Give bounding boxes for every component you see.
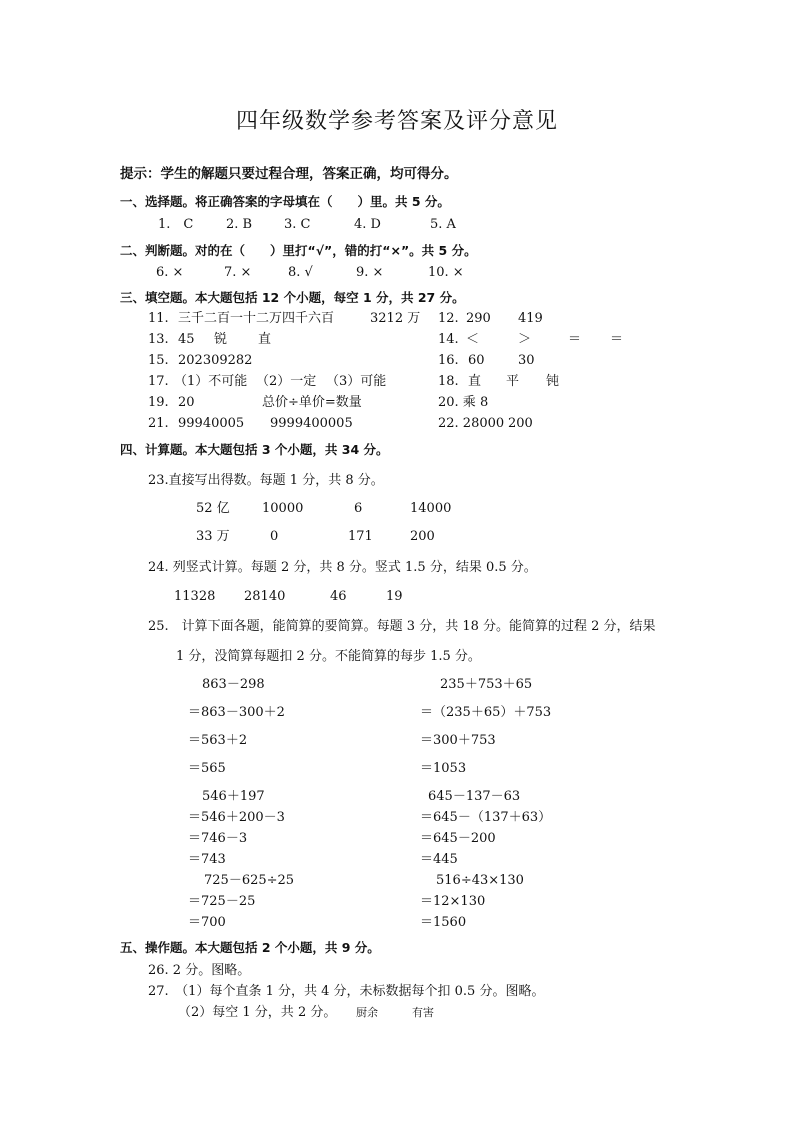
q22-answer-a: 22. 28000 — [438, 416, 505, 431]
q13-number: 13. — [148, 332, 169, 347]
q16-answer-a: 60 — [468, 353, 485, 368]
calc-b3: ＝300＋753 — [420, 733, 496, 748]
q13-answer-b: 锐 — [214, 332, 228, 347]
q14-number: 14. — [438, 332, 459, 347]
q23-r1-3: 6 — [354, 501, 363, 516]
calc-d2: ＝645－（137＋63） — [420, 810, 552, 825]
q19-answer-a: 20 — [178, 395, 195, 410]
q14-answer-d: ＝ — [610, 332, 624, 347]
q26-text: 26. 2 分。图略。 — [148, 963, 251, 978]
q17-answer-c: （3）可能 — [326, 374, 387, 389]
q23-r1-1: 52 亿 — [196, 501, 230, 516]
q24-r-4: 19 — [386, 589, 403, 604]
page-title: 四年级数学参考答案及评分意见 — [235, 109, 558, 134]
q23-r1-2: 10000 — [262, 501, 304, 516]
calc-c4: ＝743 — [188, 852, 226, 867]
q14-answer-c: ＝ — [568, 332, 582, 347]
q12-answer-b: 419 — [518, 311, 543, 326]
answer-4: 4. D — [354, 217, 381, 232]
calc-d3: ＝645－200 — [420, 831, 496, 846]
q21-number: 21. — [148, 416, 169, 431]
q23-r1-4: 14000 — [410, 501, 452, 516]
calc-a3: ＝563＋2 — [188, 733, 248, 748]
calc-c2: ＝546＋200－3 — [188, 810, 285, 825]
section-3-header: 三、填空题。本大题包括 12 个小题，每空 1 分，共 27 分。 — [120, 290, 465, 305]
q14-answer-b: ＞ — [518, 332, 532, 347]
answer-8: 8. √ — [288, 265, 313, 280]
q24-r-1: 11328 — [174, 589, 216, 604]
q12-number: 12. — [438, 311, 459, 326]
calc-c3: ＝746－3 — [188, 831, 248, 846]
q11-number: 11. — [148, 311, 169, 326]
q18-answer-a: 直 — [468, 374, 482, 389]
q18-answer-b: 平 — [506, 374, 520, 389]
q23-r2-3: 171 — [348, 529, 373, 544]
q21-answer-a: 99940005 — [178, 416, 245, 431]
answer-7: 7. × — [224, 265, 252, 280]
q25-text-line2: 1 分，没简算每题扣 2 分。不能简算的每步 1.5 分。 — [176, 649, 481, 664]
calc-e1: 725－625÷25 — [204, 873, 295, 888]
q17-answer-b: （2）一定 — [256, 374, 317, 389]
calc-a4: ＝565 — [188, 761, 226, 776]
calc-b2: ＝（235＋65）＋753 — [420, 705, 552, 720]
q20-answer: 20. 乘 8 — [438, 395, 489, 410]
calc-d4: ＝445 — [420, 852, 458, 867]
q23-r2-4: 200 — [410, 529, 435, 544]
answer-6: 6. × — [156, 265, 184, 280]
q19-answer-b: 总价÷单价=数量 — [262, 395, 362, 410]
q24-text: 24. 列竖式计算。每题 2 分，共 8 分。竖式 1.5 分，结果 0.5 分。 — [148, 560, 537, 575]
q24-r-3: 46 — [330, 589, 347, 604]
section-1-header: 一、选择题。将正确答案的字母填在（ ）里。共 5 分。 — [120, 194, 450, 209]
q13-answer-a: 45 — [178, 332, 195, 347]
q19-number: 19. — [148, 395, 169, 410]
calc-b4: ＝1053 — [420, 761, 467, 776]
q11-answer-a: 三千二百一十二万四千六百 — [178, 311, 335, 326]
section-5-header: 五、操作题。本大题包括 2 个小题，共 9 分。 — [120, 940, 380, 955]
q27-answer-a: 厨余 — [356, 1006, 378, 1019]
hint-text: 提示：学生的解题只要过程合理，答案正确，均可得分。 — [120, 166, 458, 182]
answer-5: 5. A — [430, 217, 456, 232]
q13-answer-c: 直 — [258, 332, 272, 347]
section-4-header: 四、计算题。本大题包括 3 个小题，共 34 分。 — [120, 442, 389, 457]
q23-r2-1: 33 万 — [196, 529, 230, 544]
section-2-header: 二、判断题。对的在（ ）里打“√”，错的打“×”。共 5 分。 — [120, 243, 477, 258]
q23-r2-2: 0 — [270, 529, 279, 544]
q15-number: 15. — [148, 353, 169, 368]
q27-line2: （2）每空 1 分，共 2 分。 — [178, 1005, 337, 1020]
calc-b1: 235＋753＋65 — [440, 677, 533, 692]
calc-c1: 546＋197 — [202, 789, 265, 804]
q17-answer-a: （1）不可能 — [174, 374, 248, 389]
q18-answer-c: 钝 — [546, 374, 560, 389]
answer-2: 2. B — [226, 217, 253, 232]
answer-10: 10. × — [428, 265, 464, 280]
calc-f3: ＝1560 — [420, 915, 467, 930]
q11-answer-b: 3212 万 — [370, 311, 421, 326]
q18-number: 18. — [438, 374, 459, 389]
calc-e3: ＝700 — [188, 915, 226, 930]
q16-answer-b: 30 — [518, 353, 535, 368]
calc-a1: 863－298 — [202, 677, 265, 692]
q25-text-line1: 25. 计算下面各题，能简算的要简算。每题 3 分，共 18 分。能简算的过程 2 分，结果 — [148, 619, 656, 634]
q14-answer-a: ＜ — [466, 332, 480, 347]
calc-e2: ＝725－25 — [188, 894, 256, 909]
q17-number: 17. — [148, 374, 169, 389]
answer-1: 1. C — [158, 217, 194, 232]
calc-f2: ＝12×130 — [420, 894, 486, 909]
q27-line1: 27. （1）每个直条 1 分，共 4 分，未标数据每个扣 0.5 分。图略。 — [148, 984, 545, 999]
calc-d1: 645－137－63 — [428, 789, 521, 804]
answer-9: 9. × — [356, 265, 384, 280]
answer-3: 3. C — [284, 217, 311, 232]
q15-answer: 202309282 — [178, 353, 253, 368]
q24-r-2: 28140 — [244, 589, 286, 604]
q12-answer-a: 290 — [466, 311, 491, 326]
q23-text: 23.直接写出得数。每题 1 分，共 8 分。 — [148, 473, 384, 488]
q16-number: 16. — [438, 353, 459, 368]
calc-a2: ＝863－300＋2 — [188, 705, 285, 720]
q22-answer-b: 200 — [508, 416, 533, 431]
calc-f1: 516÷43×130 — [436, 873, 524, 888]
q27-answer-b: 有害 — [412, 1006, 434, 1019]
q21-answer-b: 9999400005 — [270, 416, 353, 431]
